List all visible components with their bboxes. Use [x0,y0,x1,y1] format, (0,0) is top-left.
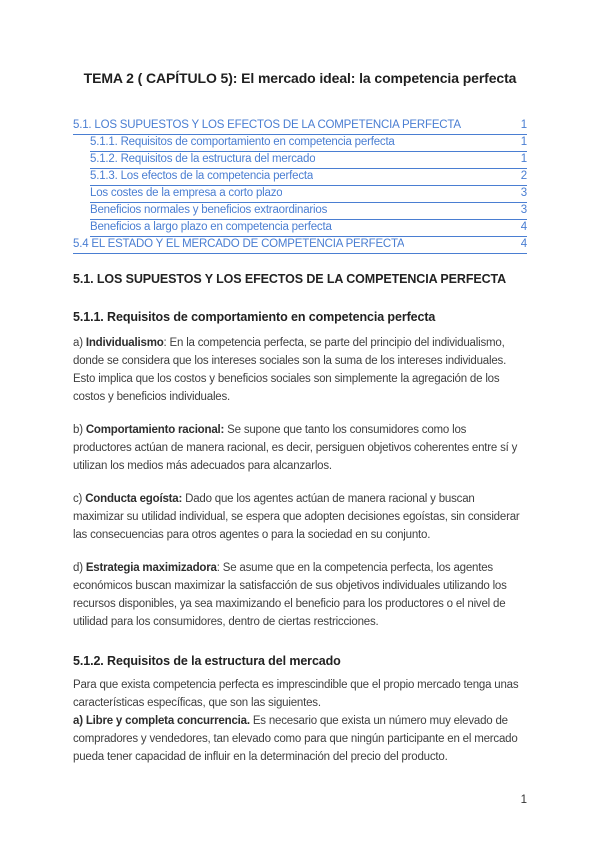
paragraph-text: d) [73,561,86,574]
toc-entry-5-1-1[interactable] [90,136,527,152]
toc-entry-5-1-2[interactable] [90,153,527,169]
toc-page-number[interactable]: 3 [520,186,527,199]
toc-link[interactable]: Beneficios normales y beneficios extraordinarios [90,203,328,216]
paragraph-text: Es necesario que exista un número muy elevado de compradores y vendedores, tan elevado como para que ningún participante en el mercado pueda tener capacidad de influir en la determinación del precio del producto. [73,714,518,763]
paragraph-bold-text: Estrategia maximizadora [85,561,217,574]
paragraph-text: : Se asume que en la competencia perfecta, los agentes económicos buscan maximizar la satisfacción de sus objetivos individuales utilizando los recursos disponibles, ya sea maximizando el beneficio para los productores o el nivel de utilidad para los consumidores, dentro de ciertas restricciones. [73,561,507,628]
toc-page-number[interactable]: 1 [520,135,527,148]
toc-link[interactable]: 5.4 EL ESTADO Y EL MERCADO DE COMPETENCIA PERFECTA [73,237,405,250]
document-title: TEMA 2 ( CAPÍTULO 5): El mercado ideal: la competencia perfecta [83,70,517,86]
paragraph-bold-text: Conducta egoísta: [85,492,183,505]
paragraph-text: Se supone que tanto los consumidores como los productores actúan de manera racional, es decir, persiguen objetivos coherentes entre sí y utilizan los medios más adecuados para alcanzarlos. [73,423,518,472]
toc-entry-beneficios-largo-plazo[interactable] [90,221,527,237]
toc-page-number[interactable]: 4 [520,237,527,250]
page-number: 1 [520,794,527,806]
toc-page-number[interactable]: 1 [520,118,527,131]
toc-entry-5-1[interactable] [73,119,527,135]
subsection-heading-5-1-2: 5.1.2. Requisitos de la estructura del mercado [73,653,341,668]
toc-page-number[interactable]: 3 [520,203,527,216]
paragraph-text: : En la competencia perfecta, se parte del principio del individualismo, donde se considera que los intereses sociales son la suma de los intereses individuales. Esto implica que los costos y beneficios sociales son simplemente la agregación de los costos y beneficios individuales. [73,336,507,403]
paragraph-text: c) [73,492,86,505]
section-heading-5-1: 5.1. LOS SUPUESTOS Y LOS EFECTOS DE LA COMPETENCIA PERFECTA [73,271,507,286]
paragraph-estrategia-maximizadora [73,559,527,631]
toc-link[interactable]: 5.1.2. Requisitos de la estructura del mercado [90,152,316,165]
toc-entry-costes-corto-plazo[interactable] [90,187,527,203]
paragraph-bold-text: a) Libre y completa concurrencia. [73,714,250,727]
toc-link[interactable]: 5.1. LOS SUPUESTOS Y LOS EFECTOS DE LA COMPETENCIA PERFECTA [73,118,461,131]
table-of-contents [73,119,527,254]
paragraph-bold-text: Comportamiento racional: [85,423,225,436]
toc-entry-5-1-3[interactable] [90,170,527,186]
paragraph-comportamiento-racional [73,421,527,475]
paragraph-text: a) [73,336,86,349]
toc-page-number[interactable]: 2 [520,169,527,182]
toc-link[interactable]: 5.1.1. Requisitos de comportamiento en competencia perfecta [90,135,395,148]
toc-entry-beneficios-normales[interactable] [90,204,527,220]
toc-link[interactable]: Los costes de la empresa a corto plazo [90,186,283,199]
subsection-heading-5-1-1: 5.1.1. Requisitos de comportamiento en competencia perfecta [73,309,436,324]
paragraph-conducta-egoista [73,490,527,544]
toc-page-number[interactable]: 1 [520,152,527,165]
toc-entry-5-4[interactable] [73,238,527,254]
paragraph-text: Dado que los agentes actúan de manera racional y buscan maximizar su utilidad individual, se espera que adopten decisiones egoístas, sin considerar las consecuencias para otros agentes o para la sociedad en su conjunto. [73,492,520,541]
paragraph-libre-concurrencia [73,712,527,766]
toc-link[interactable]: 5.1.3. Los efectos de la competencia perfecta [90,169,314,182]
toc-link[interactable]: Beneficios a largo plazo en competencia perfecta [90,220,332,233]
paragraph-bold-text: Individualismo [85,336,164,349]
paragraph-intro-estructura [73,676,527,712]
toc-page-number[interactable]: 4 [520,220,527,233]
paragraph-individualismo [73,334,527,406]
paragraph-text: Para que exista competencia perfecta es imprescindible que el propio mercado tenga unas características específicas, que son las siguientes. [73,678,519,709]
paragraph-text: b) [73,423,86,436]
